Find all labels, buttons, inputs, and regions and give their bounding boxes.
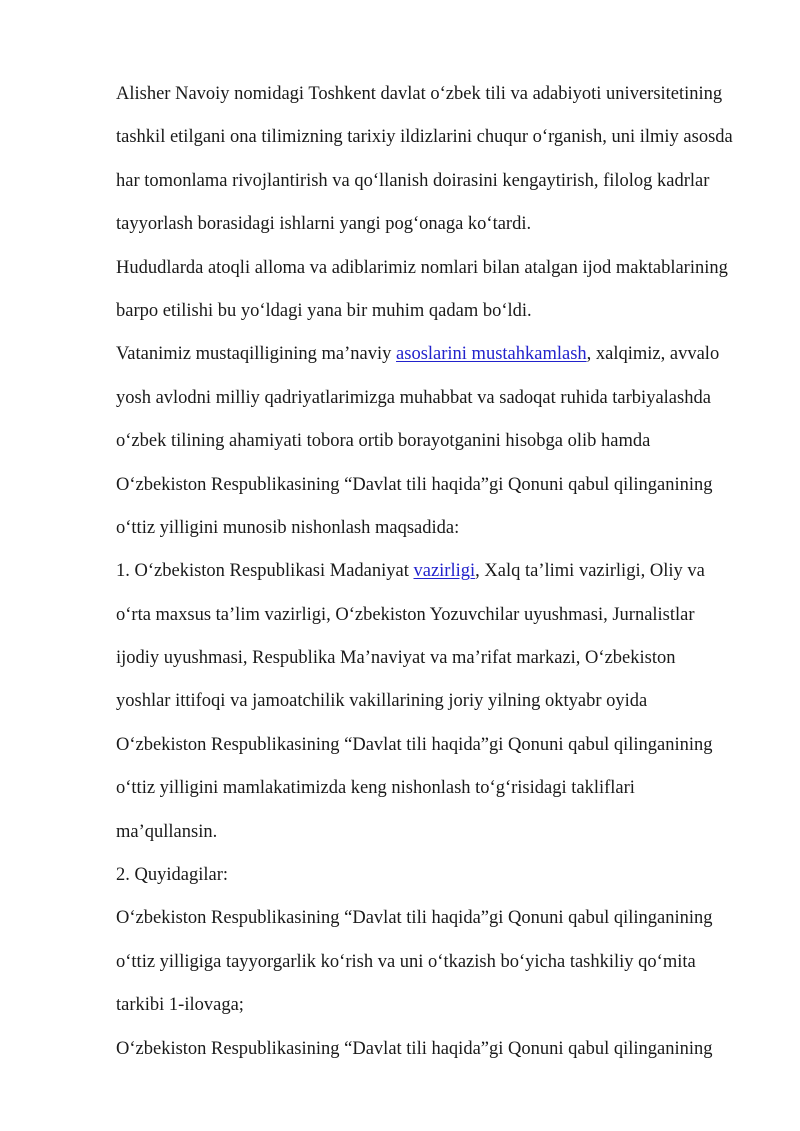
body-line-18: ma’qullansin.	[116, 821, 218, 842]
body-line-1: Alisher Navoiy nomidagi Toshkent davlat o‘zbek tili va adabiyoti universitetining	[116, 84, 723, 104]
body-line-20: O‘zbekiston Respublikasining “Davlat tili haqida”gi Qonuni qabul qilinganining	[116, 908, 713, 929]
body-line-21: o‘ttiz yilligiga tayyorgarlik ko‘rish va uni o‘tkazish bo‘yicha tashkiliy qo‘mita	[116, 951, 696, 972]
body-line-17: o‘ttiz yilligini mamlakatimizda keng nishonlash to‘g‘risidagi takliflari	[116, 778, 635, 799]
body-line-12-before: 1. O‘zbekiston Respublikasi Madaniyat	[116, 561, 414, 582]
body-line-10: O‘zbekiston Respublikasining “Davlat tili haqida”gi Qonuni qabul qilinganining	[116, 474, 713, 495]
asoslarini-mustahkamlash-link[interactable]: asoslarini mustahkamlash	[396, 344, 587, 365]
vazirligi-link[interactable]: vazirligi	[413, 561, 476, 582]
body-line-7-after: , xalqimiz, avvalo	[586, 344, 720, 365]
body-line-12	[116, 550, 756, 593]
body-line-9: o‘zbek tilining ahamiyati tobora ortib borayotganini hisobga olib hamda	[116, 431, 651, 452]
body-line-6: barpo etilishi bu yo‘ldagi yana bir muhim qadam bo‘ldi.	[116, 300, 532, 321]
body-line-16: O‘zbekiston Respublikasining “Davlat tili haqida”gi Qonuni qabul qilinganining	[116, 734, 713, 755]
body-line-7-before: Vatanimiz mustaqilligining ma’naviy	[116, 344, 397, 365]
body-line-12-after: , Xalq ta’limi vazirligi, Oliy va	[475, 561, 705, 582]
body-line-4: tayyorlash borasidagi ishlarni yangi pog‘onaga ko‘tardi.	[116, 214, 532, 235]
body-line-14: ijodiy uyushmasi, Respublika Ma’naviyat va ma’rifat markazi, O‘zbekiston	[116, 648, 676, 669]
document-body	[116, 73, 756, 1071]
body-line-11: o‘ttiz yilligini munosib nishonlash maqsadida:	[116, 517, 460, 538]
body-line-23: O‘zbekiston Respublikasining “Davlat tili haqida”gi Qonuni qabul qilinganining	[116, 1038, 713, 1059]
body-line-3: har tomonlama rivojlantirish va qo‘llanish doirasini kengaytirish, filolog kadrlar	[116, 170, 710, 191]
body-line-15: yoshlar ittifoqi va jamoatchilik vakillarining joriy yilning oktyabr oyida	[116, 691, 648, 712]
body-line-13: o‘rta maxsus ta’lim vazirligi, O‘zbekiston Yozuvchilar uyushmasi, Jurnalistlar	[116, 604, 695, 625]
body-line-2: tashkil etilgani ona tilimizning tarixiy ildizlarini chuqur o‘rganish, uni ilmiy asosda	[116, 127, 733, 148]
body-line-5: Hududlarda atoqli alloma va adiblarimiz nomlari bilan atalgan ijod maktablarining	[116, 257, 728, 278]
body-line-19: 2. Quyidagilar:	[116, 865, 229, 886]
body-line-8: yosh avlodni milliy qadriyatlarimizga muhabbat va sadoqat ruhida tarbiyalashda	[116, 387, 711, 408]
body-line-22: tarkibi 1-ilovaga;	[116, 995, 244, 1016]
body-line-7	[116, 333, 756, 376]
